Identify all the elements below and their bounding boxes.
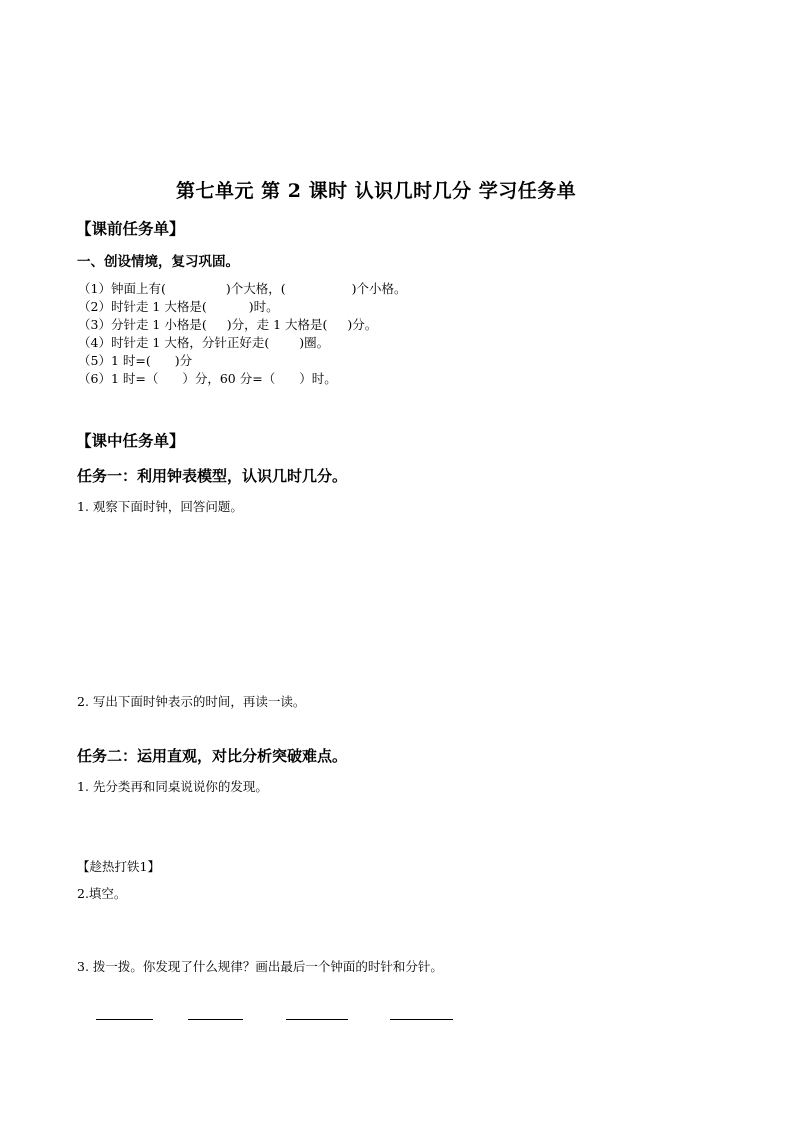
q6-text-b: ）分，60 分=（: [182, 371, 276, 386]
practice-heading: 【趁热打铁1】: [77, 859, 160, 874]
answer-line-1[interactable]: [96, 1019, 153, 1020]
q6-text-c: ）时。: [299, 371, 337, 386]
q1-text-b: )个大格，(: [225, 281, 286, 296]
answer-line-2[interactable]: [188, 1019, 243, 1020]
task1-question-2: 2. 写出下面时钟表示的时间，再读一读。: [77, 694, 306, 709]
review-question-5: [78, 351, 192, 369]
in-class-heading: 【课中任务单】: [76, 431, 185, 450]
q2-text-a: （2）时针走 1 大格是(: [78, 299, 207, 314]
review-question-3: [78, 315, 377, 333]
pre-class-part1-heading: 一、创设情境，复习巩固。: [77, 254, 239, 270]
q5-text-a: （5）1 时=(: [78, 353, 151, 368]
answer-line-3[interactable]: [286, 1019, 348, 1020]
pre-class-heading: 【课前任务单】: [76, 219, 185, 238]
task1-question-1: 1. 观察下面时钟，回答问题。: [77, 499, 243, 514]
q3-text-c: )分。: [347, 317, 378, 332]
review-question-2: [78, 297, 279, 315]
page-title: 第七单元 第 2 课时 认识几时几分 学习任务单: [176, 180, 577, 202]
q3-text-b: )分，走 1 大格是(: [226, 317, 328, 332]
task1-heading: 任务一：利用钟表模型，认识几时几分。: [77, 467, 348, 485]
q1-text-c: )个小格。: [351, 281, 407, 296]
practice-question-2: 2.填空。: [77, 886, 127, 901]
task2-question-1: 1. 先分类再和同桌说说你的发现。: [77, 779, 268, 794]
q4-text-a: （4）时针走 1 大格，分针正好走(: [78, 335, 270, 350]
review-question-4: [78, 333, 329, 351]
review-question-1: [78, 279, 407, 297]
q2-text-b: )时。: [248, 299, 279, 314]
q6-text-a: （6）1 时=（: [78, 371, 159, 386]
task2-heading: 任务二：运用直观，对比分析突破难点。: [77, 747, 348, 765]
q3-text-a: （3）分针走 1 小格是(: [78, 317, 207, 332]
q1-text-a: （1）钟面上有(: [78, 281, 166, 296]
answer-line-4[interactable]: [390, 1019, 453, 1020]
q4-text-b: )圈。: [299, 335, 330, 350]
q5-text-b: )分: [174, 353, 193, 368]
practice-question-3: 3. 拨一拨。你发现了什么规律？画出最后一个钟面的时针和分针。: [77, 959, 443, 974]
review-question-6: [78, 369, 337, 387]
